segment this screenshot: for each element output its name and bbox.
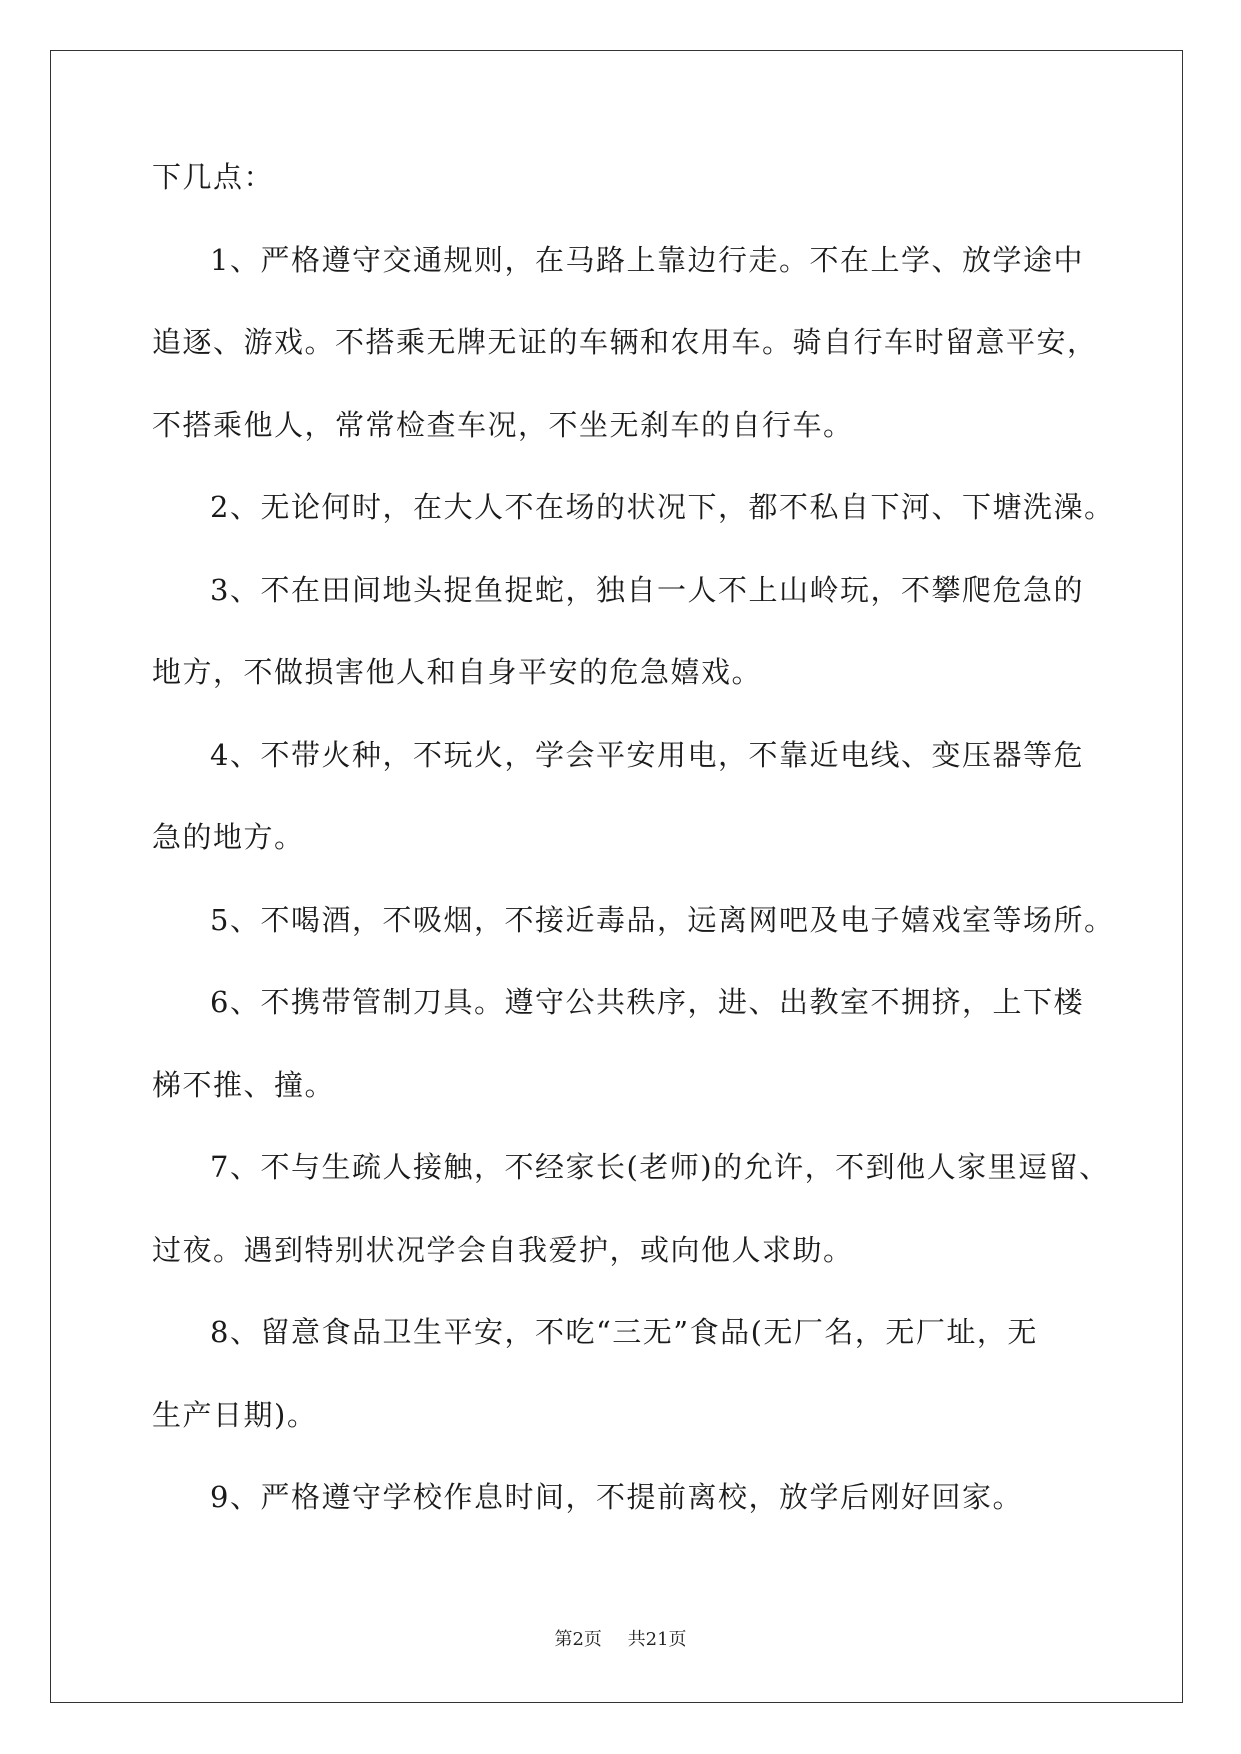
text-line: 3、不在田间地头捉鱼捉蛇，独自一人不上山岭玩，不攀爬危急的 bbox=[210, 572, 1084, 607]
text-line: 梯不推、撞。 bbox=[152, 1067, 336, 1102]
text-line: 7、不与生疏人接触，不经家长(老师)的允许，不到他人家里逗留、 bbox=[210, 1150, 1110, 1184]
page-footer bbox=[0, 1625, 1241, 1651]
text-line: 追逐、游戏。不搭乘无牌无证的车辆和农用车。骑自行车时留意平安， bbox=[152, 325, 1098, 359]
document-body bbox=[152, 160, 1115, 1563]
text-line: 6、不携带管制刀具。遵守公共秩序，进、出教室不拥挤，上下楼 bbox=[210, 985, 1084, 1019]
text-line: 9、严格遵守学校作息时间，不提前离校，放学后刚好回家。 bbox=[210, 1480, 1023, 1514]
page-number: 第2页 bbox=[554, 1629, 602, 1650]
text-line: 不搭乘他人，常常检查车况，不坐无刹车的自行车。 bbox=[152, 407, 854, 442]
text-line: 4、不带火种，不玩火，学会平安用电，不靠近电线、变压器等危 bbox=[210, 737, 1084, 772]
text-line: 下几点： bbox=[152, 160, 275, 194]
text-line: 急的地方。 bbox=[152, 820, 305, 854]
text-line: 生产日期)。 bbox=[152, 1397, 318, 1432]
page-total: 共21页 bbox=[627, 1629, 687, 1650]
text-line: 1、严格遵守交通规则，在马路上靠边行走。不在上学、放学途中 bbox=[210, 242, 1084, 277]
text-line: 过夜。遇到特别状况学会自我爱护，或向他人求助。 bbox=[152, 1232, 854, 1267]
text-line: 8、留意食品卫生平安，不吃“三无”食品(无厂名，无厂址，无 bbox=[210, 1315, 1038, 1349]
text-line: 地方，不做损害他人和自身平安的危急嬉戏。 bbox=[152, 655, 763, 689]
text-line: 2、无论何时，在大人不在场的状况下，都不私自下河、下塘洗澡。 bbox=[210, 490, 1115, 524]
text-line: 5、不喝酒，不吸烟，不接近毒品，远离网吧及电子嬉戏室等场所。 bbox=[210, 902, 1115, 937]
